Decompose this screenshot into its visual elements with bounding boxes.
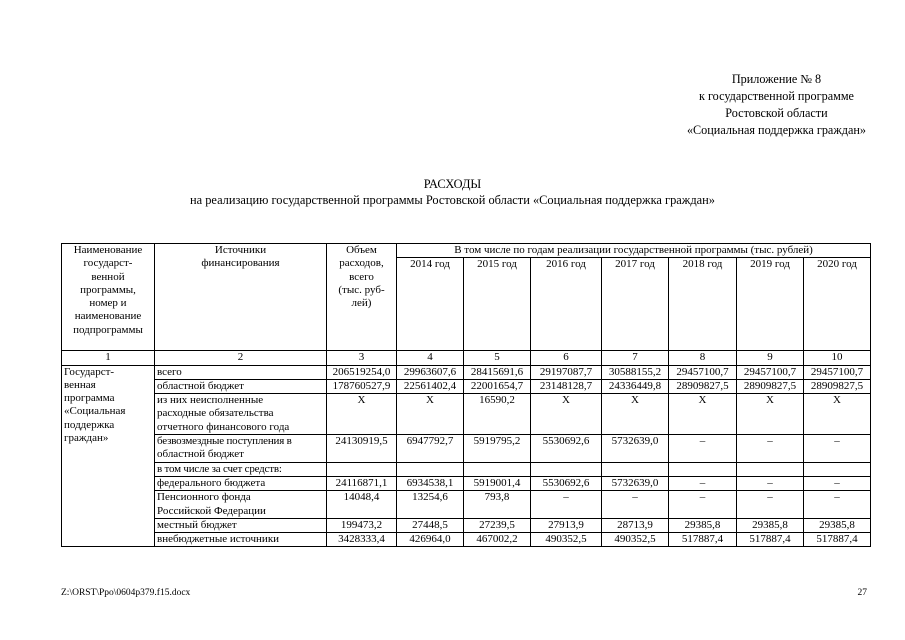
year-value-cell: – (737, 491, 804, 519)
year-value-cell: 30588155,2 (602, 365, 669, 379)
year-value-cell: 29385,8 (804, 518, 871, 532)
source-line: местный бюджет (157, 518, 237, 531)
program-name-cell (62, 365, 155, 547)
year-value-cell (602, 462, 669, 476)
year-value-cell: 22001654,7 (464, 379, 531, 393)
header-text: Объем (346, 244, 377, 256)
source-line: Пенсионного фонда (157, 491, 251, 504)
header-text: наименование (74, 310, 142, 323)
title-main: РАСХОДЫ (423, 177, 482, 191)
year-value-cell: – (804, 491, 871, 519)
year-value-cell: 29385,8 (669, 518, 737, 532)
year-value-cell: – (804, 435, 871, 463)
year-value-cell: 13254,6 (397, 491, 464, 519)
year-value-cell: 5732639,0 (602, 476, 669, 490)
title-sub: на реализацию государственной программы Ростовской области «Социальная поддержка граждан» (190, 193, 715, 207)
program-name-line: граждан» (64, 432, 109, 445)
source-cell (155, 518, 327, 532)
year-value-cell: X (397, 394, 464, 435)
source-line: федерального бюджета (157, 476, 266, 489)
year-value-cell: 5919001,4 (464, 476, 531, 490)
total-cell: 24130919,5 (327, 435, 397, 463)
year-value-cell: – (531, 491, 602, 519)
page-number: 27 (857, 588, 867, 598)
year-value-cell: 23148128,7 (531, 379, 602, 393)
year-value-cell: 5530692,6 (531, 435, 602, 463)
header-text: венной (91, 270, 125, 283)
column-number: 4 (397, 351, 464, 365)
appendix-line: к государственной программе (699, 89, 854, 103)
total-cell: X (327, 394, 397, 435)
year-value-cell: 467002,2 (464, 533, 531, 547)
header-text: (тыс. руб- (338, 283, 385, 296)
year-value-cell: X (531, 394, 602, 435)
year-2017: 2017 год (602, 258, 669, 351)
year-value-cell: 29457100,7 (669, 365, 737, 379)
header-text: программы, (80, 283, 136, 296)
year-value-cell: – (804, 476, 871, 490)
source-cell (155, 491, 327, 519)
year-value-cell: 28415691,6 (464, 365, 531, 379)
year-value-cell: 29197087,7 (531, 365, 602, 379)
source-cell (155, 476, 327, 490)
year-value-cell: 28909827,5 (804, 379, 871, 393)
expenses-table (61, 243, 871, 547)
document-title (0, 176, 905, 208)
year-value-cell: 5732639,0 (602, 435, 669, 463)
year-value-cell: 29457100,7 (737, 365, 804, 379)
year-2014: 2014 год (397, 258, 464, 351)
year-value-cell: 5919795,2 (464, 435, 531, 463)
year-value-cell: 27239,5 (464, 518, 531, 532)
year-value-cell: 29457100,7 (804, 365, 871, 379)
header-program-name (62, 244, 155, 351)
appendix-note (687, 71, 866, 139)
source-cell (155, 365, 327, 379)
header-text: Наименование (73, 244, 143, 256)
file-path: Z:\ORST\Ppo\0604p379.f15.docx (61, 588, 191, 598)
table-row (62, 476, 871, 490)
column-number: 3 (327, 351, 397, 365)
source-line: областной бюджет (157, 448, 244, 461)
year-value-cell: 793,8 (464, 491, 531, 519)
source-cell (155, 379, 327, 393)
header-total (327, 244, 397, 351)
source-cell (155, 394, 327, 435)
column-numbers-row (62, 351, 871, 365)
table-row (62, 491, 871, 519)
year-value-cell: 29963607,6 (397, 365, 464, 379)
table-row (62, 394, 871, 435)
year-value-cell: – (602, 491, 669, 519)
table-row (62, 533, 871, 547)
year-value-cell: 28713,9 (602, 518, 669, 532)
total-cell: 199473,2 (327, 518, 397, 532)
year-value-cell: 426964,0 (397, 533, 464, 547)
program-name-line: венная (64, 378, 96, 391)
header-row (62, 244, 871, 258)
source-line: безвозмездные поступления в (157, 435, 292, 448)
column-number: 5 (464, 351, 531, 365)
year-value-cell: – (669, 435, 737, 463)
column-number: 2 (155, 351, 327, 365)
header-text: номер и (89, 297, 127, 310)
table-row (62, 518, 871, 532)
column-number: 10 (804, 351, 871, 365)
year-value-cell: X (737, 394, 804, 435)
header-text: государст- (83, 257, 133, 270)
source-line: Российской Федерации (157, 504, 266, 517)
year-value-cell: 517887,4 (669, 533, 737, 547)
year-value-cell: 28909827,5 (669, 379, 737, 393)
year-value-cell: – (737, 476, 804, 490)
header-text: лей) (351, 297, 372, 310)
header-text: финансирования (201, 257, 280, 270)
year-value-cell: 22561402,4 (397, 379, 464, 393)
total-cell: 3428333,4 (327, 533, 397, 547)
year-2016: 2016 год (531, 258, 602, 351)
year-2020: 2020 год (804, 258, 871, 351)
source-line: отчетного финансового года (157, 420, 290, 433)
program-name-line: Государст- (64, 365, 115, 378)
header-years-caption: В том числе по годам реализации государственной программы (тыс. рублей) (397, 244, 871, 258)
source-line: областной бюджет (157, 379, 244, 392)
appendix-line: «Социальная поддержка граждан» (686, 123, 866, 137)
year-value-cell: X (602, 394, 669, 435)
source-cell (155, 435, 327, 463)
source-line: всего (157, 365, 182, 378)
year-value-cell (669, 462, 737, 476)
year-2019: 2019 год (737, 258, 804, 351)
year-value-cell: 6934538,1 (397, 476, 464, 490)
total-cell: 178760527,9 (327, 379, 397, 393)
year-value-cell (464, 462, 531, 476)
year-value-cell: X (804, 394, 871, 435)
year-value-cell (397, 462, 464, 476)
year-value-cell: 490352,5 (531, 533, 602, 547)
appendix-line: Приложение № 8 (731, 72, 822, 86)
program-name-line: программа (64, 392, 115, 405)
source-line: внебюджетные источники (157, 533, 280, 546)
year-value-cell: 6947792,7 (397, 435, 464, 463)
year-value-cell: X (669, 394, 737, 435)
source-cell (155, 533, 327, 547)
year-value-cell: 517887,4 (737, 533, 804, 547)
column-number: 6 (531, 351, 602, 365)
year-value-cell: 29385,8 (737, 518, 804, 532)
total-cell: 24116871,1 (327, 476, 397, 490)
year-value-cell: – (737, 435, 804, 463)
column-number: 9 (737, 351, 804, 365)
year-value-cell: – (669, 491, 737, 519)
year-value-cell (804, 462, 871, 476)
column-number: 1 (62, 351, 155, 365)
total-cell: 206519254,0 (327, 365, 397, 379)
year-value-cell: 28909827,5 (737, 379, 804, 393)
source-line: из них неисполненные (157, 394, 264, 407)
column-number: 7 (602, 351, 669, 365)
year-value-cell: 16590,2 (464, 394, 531, 435)
source-line: в том числе за счет средств: (157, 462, 282, 475)
year-value-cell: 517887,4 (804, 533, 871, 547)
source-cell (155, 462, 327, 476)
column-number: 8 (669, 351, 737, 365)
appendix-line: Ростовской области (725, 106, 828, 120)
total-cell: 14048,4 (327, 491, 397, 519)
header-text: расходов, (339, 257, 384, 270)
year-value-cell: – (669, 476, 737, 490)
year-value-cell: 490352,5 (602, 533, 669, 547)
table-row (62, 379, 871, 393)
program-name-line: «Социальная (64, 405, 126, 418)
year-value-cell: 5530692,6 (531, 476, 602, 490)
year-value-cell: 27448,5 (397, 518, 464, 532)
header-text: подпрограммы (73, 323, 143, 336)
program-name-line: поддержка (64, 418, 115, 431)
total-cell (327, 462, 397, 476)
year-value-cell (531, 462, 602, 476)
table-row (62, 435, 871, 463)
header-text: всего (349, 270, 374, 283)
year-value-cell: 24336449,8 (602, 379, 669, 393)
source-line: расходные обязательства (157, 407, 274, 420)
year-value-cell (737, 462, 804, 476)
year-2015: 2015 год (464, 258, 531, 351)
table-row (62, 365, 871, 379)
year-2018: 2018 год (669, 258, 737, 351)
header-text: Источники (214, 244, 267, 256)
table-row (62, 462, 871, 476)
header-source (155, 244, 327, 351)
year-value-cell: 27913,9 (531, 518, 602, 532)
